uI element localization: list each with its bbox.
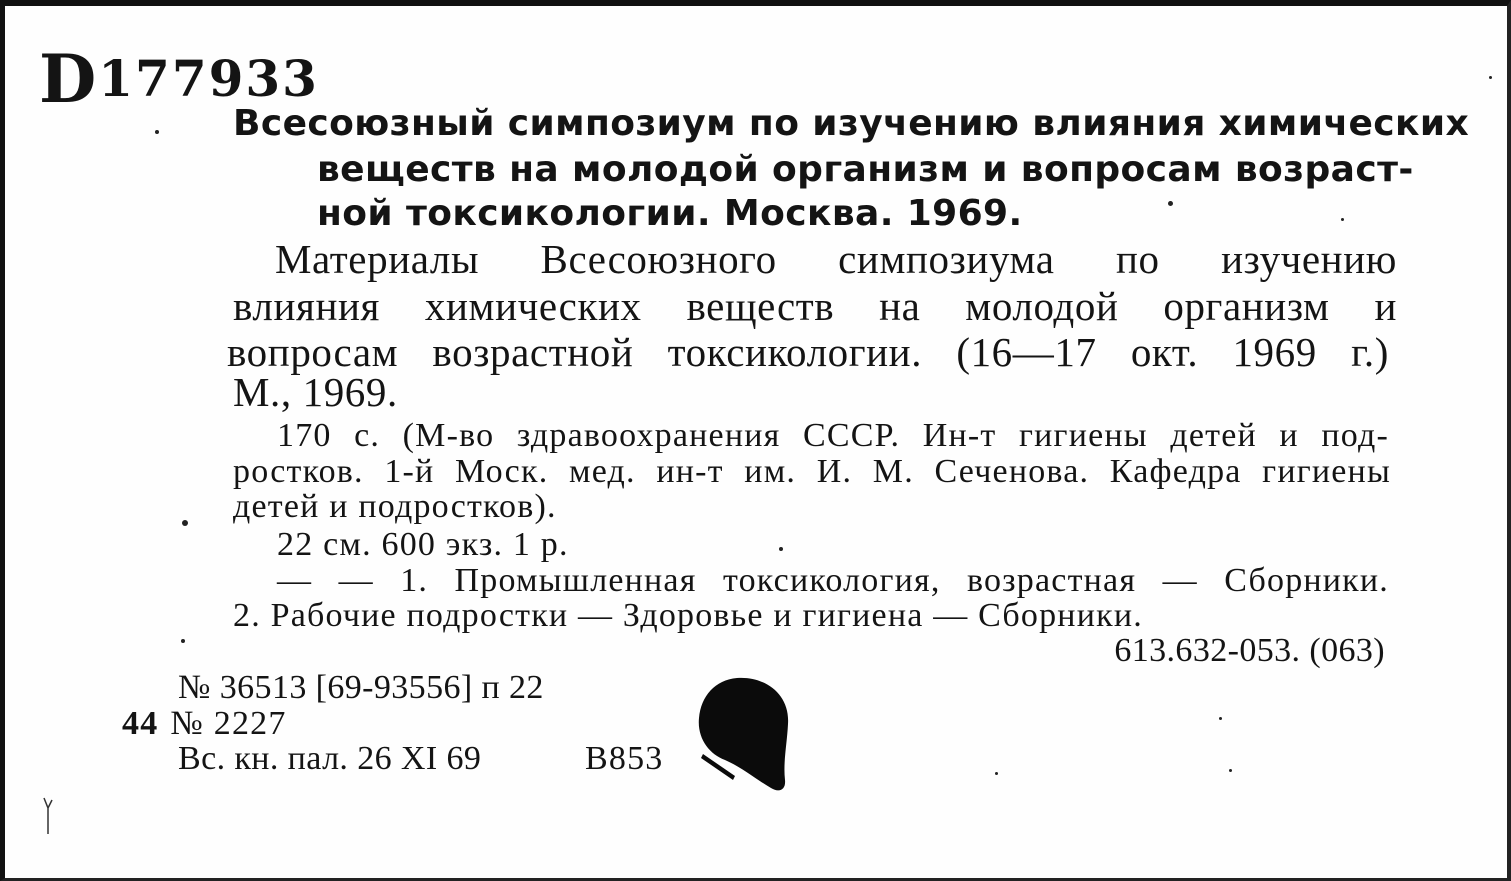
header-line-1: Всесоюзный симпозиум по изучению влияния химических xyxy=(233,103,1470,144)
collation-line-3: детей и подростков). xyxy=(233,488,557,525)
footer-row-2 xyxy=(122,707,287,741)
collation-line-1: 170 с. (М-во здравоохранения СССР. Ин-т гигиены детей и под- xyxy=(277,417,1389,454)
header-line-3: ной токсикологии. Москва. 1969. xyxy=(317,193,1023,234)
pen-mark xyxy=(41,796,55,836)
collation-line-4: 22 см. 600 экз. 1 р. xyxy=(277,526,569,563)
speck xyxy=(1341,218,1344,221)
speck xyxy=(155,130,159,134)
title-line-3: вопросам возрастной токсикологии. (16—17 окт. 1969 г.) xyxy=(227,329,1389,375)
header-line-2: веществ на молодой организм и вопросам возраст- xyxy=(317,149,1414,190)
accession-digits: 177933 xyxy=(98,49,319,108)
footer-chamber-date: Вс. кн. пал. 26 XI 69 xyxy=(178,740,482,777)
collation-line-2: ростков. 1-й Моск. мед. ин-т им. И. М. Сеченова. Кафедра гигиены xyxy=(233,453,1391,490)
subject-line-1: — — 1. Промышленная токсикология, возрастная — Сборники. xyxy=(277,562,1389,599)
footer-registration: № 36513 [69-93556] п 22 xyxy=(178,669,544,706)
footer-prefix: 44 xyxy=(122,705,159,742)
accession-d-mark: D xyxy=(39,40,99,118)
title-line-2: влияния химических веществ на молодой организм и xyxy=(233,283,1397,329)
classification-number: 613.632-053. (063) xyxy=(1114,632,1385,669)
speck xyxy=(181,639,185,643)
title-line-4: М., 1969. xyxy=(233,369,398,415)
speck xyxy=(1489,76,1492,79)
title-line-1: Материалы Всесоюзного симпозиума по изучению xyxy=(275,236,1397,282)
speck xyxy=(1219,717,1222,720)
speck xyxy=(1229,769,1232,772)
subject-line-2: 2. Рабочие подростки — Здоровье и гигиена — Сборники. xyxy=(233,597,1143,634)
speck xyxy=(995,772,998,775)
ink-blot xyxy=(695,676,790,793)
speck xyxy=(779,547,783,551)
speck xyxy=(1168,201,1173,206)
speck xyxy=(182,520,188,526)
footer-number: № 2227 xyxy=(170,705,287,742)
footer-code: B853 xyxy=(585,740,664,777)
